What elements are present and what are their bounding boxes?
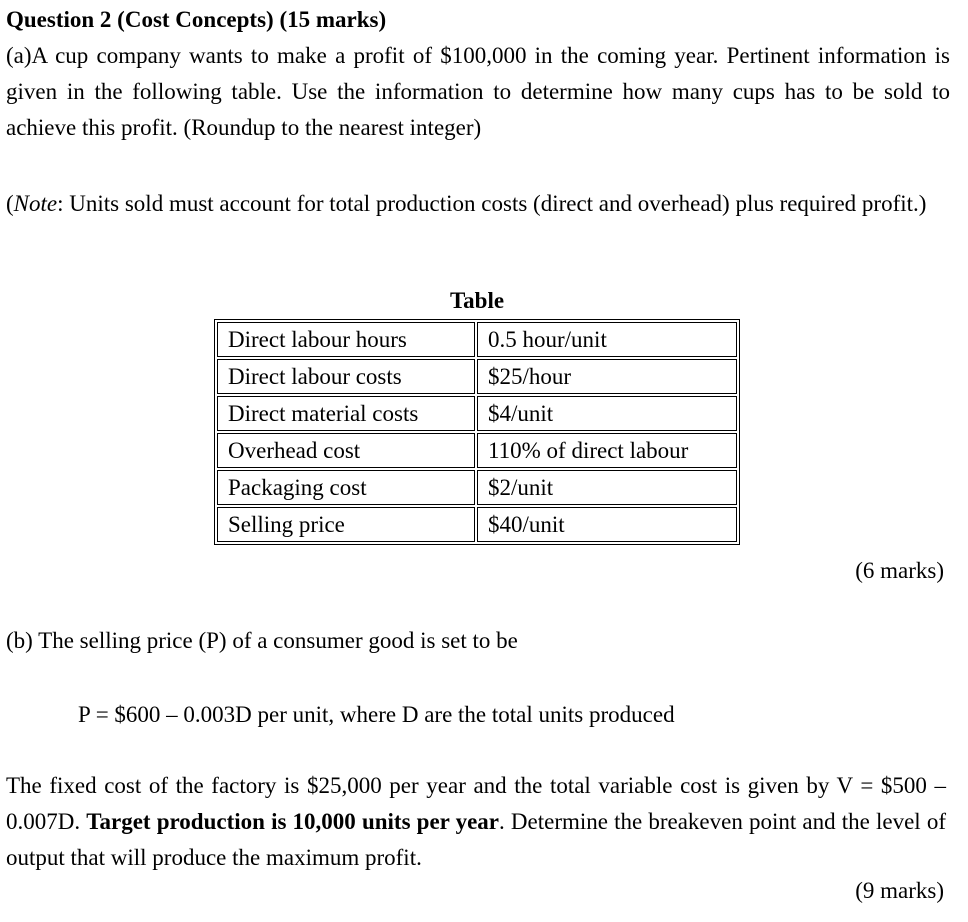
table-row [217, 396, 737, 431]
table-cell-label: Direct material costs [217, 396, 475, 431]
table-cell-label: Direct labour hours [217, 322, 475, 357]
table-row [217, 359, 737, 394]
table-cell-value: $2/unit [477, 470, 737, 505]
table-cell-value: 0.5 hour/unit [477, 322, 737, 357]
part-a-marks: (6 marks) [855, 558, 944, 583]
part-b-text-1: The fixed cost of the factory is $25,000 per year and the total variable cost is given by V = $500 – 0.007D. [6, 773, 946, 834]
note-label: Note [13, 191, 58, 216]
part-a-text: (a)A cup company wants to make a profit of $100,000 in the coming year. Pertinent information is given in the following table. Use the information to determine how many cups has to be sold to achieve this profit. (Roundup to the nearest integer) [6, 43, 950, 140]
table-cell-value: $25/hour [477, 359, 737, 394]
table-row [217, 322, 737, 357]
table-caption: Table [449, 288, 505, 313]
part-b-text-2: . Determine the breakeven point and the level of output that will produce the maximum profit. [6, 809, 946, 870]
table-cell-value: $40/unit [477, 507, 737, 542]
question-title: Question 2 (Cost Concepts) (15 marks) [6, 7, 387, 32]
table-row [217, 433, 737, 468]
part-b-marks: (9 marks) [855, 878, 944, 903]
table-cell-label: Packaging cost [217, 470, 475, 505]
part-a-note [6, 186, 950, 222]
table-cell-label: Direct labour costs [217, 359, 475, 394]
table-cell-label: Overhead cost [217, 433, 475, 468]
note-open: ( [6, 191, 14, 216]
table-cell-label: Selling price [217, 507, 475, 542]
table-row [217, 470, 737, 505]
price-equation: P = $600 – 0.003D per unit, where D are the total units produced [78, 702, 675, 727]
table-row [217, 507, 737, 542]
info-table [214, 319, 740, 545]
info-table-block [214, 286, 740, 545]
part-b-intro: (b) The selling price (P) of a consumer good is set to be [6, 628, 518, 653]
part-b-text [6, 768, 946, 876]
note-text: : Units sold must account for total production costs (direct and overhead) plus required profit.) [57, 191, 927, 216]
question-page [6, 4, 950, 222]
table-cell-value: $4/unit [477, 396, 737, 431]
table-cell-value: 110% of direct labour [477, 433, 737, 468]
target-production: Target production is 10,000 units per year [86, 809, 500, 834]
